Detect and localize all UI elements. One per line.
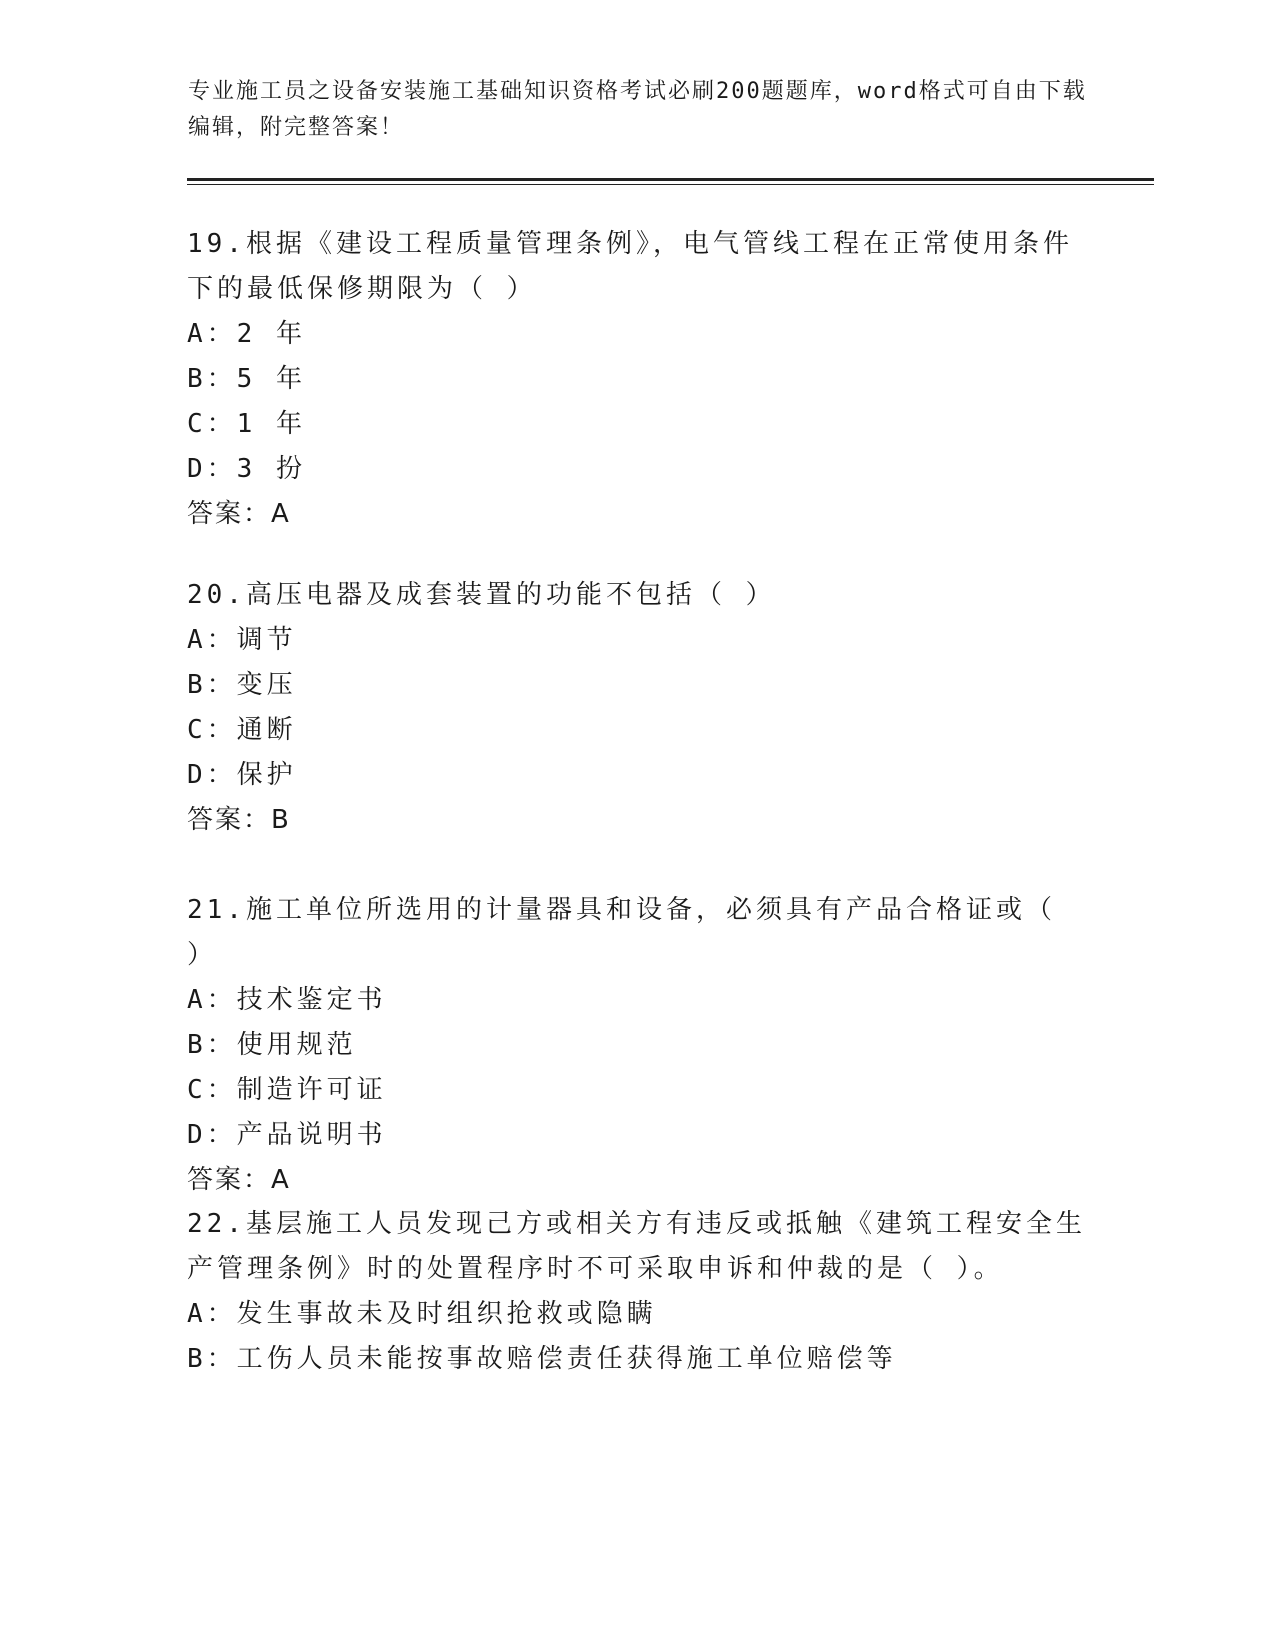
question-20: [187, 573, 1087, 843]
option-d: D：产品说明书: [187, 1120, 387, 1150]
header-text: 专业施工员之设备安装施工基础知识资格考试必刷200题题库，word格式可自由下载编辑，附完整答案！: [188, 79, 1087, 140]
option-a: A：2 年: [187, 319, 306, 349]
option-a: A：发生事故未及时组织抢救或隐瞒: [187, 1299, 657, 1329]
question-22: [187, 1202, 1087, 1382]
option-b: B：5 年: [187, 364, 306, 394]
option-b: B：变压: [187, 670, 297, 700]
option-c: C：通断: [187, 715, 297, 745]
question-stem: 19.根据《建设工程质量管理条例》，电气管线工程在正常使用条件下的最低保修期限为（ ）: [187, 229, 1073, 304]
option-c: C：1 年: [187, 409, 306, 439]
option-b: B：使用规范: [187, 1030, 357, 1060]
option-d: D：3 扮: [187, 454, 306, 484]
option-a: A：技术鉴定书: [187, 985, 387, 1015]
option-d: D：保护: [187, 760, 297, 790]
question-stem: 22.基层施工人员发现己方或相关方有违反或抵触《建筑工程安全生产管理条例》时的处置程序时不可采取申诉和仲裁的是（ ）。: [187, 1209, 1086, 1284]
answer-line: 答案：B: [187, 805, 291, 835]
answer-line: 答案：A: [187, 1165, 291, 1195]
answer-line: 答案：A: [187, 499, 291, 529]
option-b: B：工伤人员未能按事故赔偿责任获得施工单位赔偿等: [187, 1344, 897, 1374]
header-divider-thin: [187, 184, 1154, 185]
question-19: [187, 222, 1087, 537]
header-divider-thick: [187, 178, 1154, 181]
option-c: C：制造许可证: [187, 1075, 387, 1105]
question-21: [187, 888, 1087, 1203]
option-a: A：调节: [187, 625, 297, 655]
question-stem: 21.施工单位所选用的计量器具和设备，必须具有产品合格证或（ ）: [187, 895, 1056, 970]
question-stem: 20.高压电器及成套装置的功能不包括（ ）: [187, 580, 776, 610]
document-header: [188, 74, 1088, 146]
